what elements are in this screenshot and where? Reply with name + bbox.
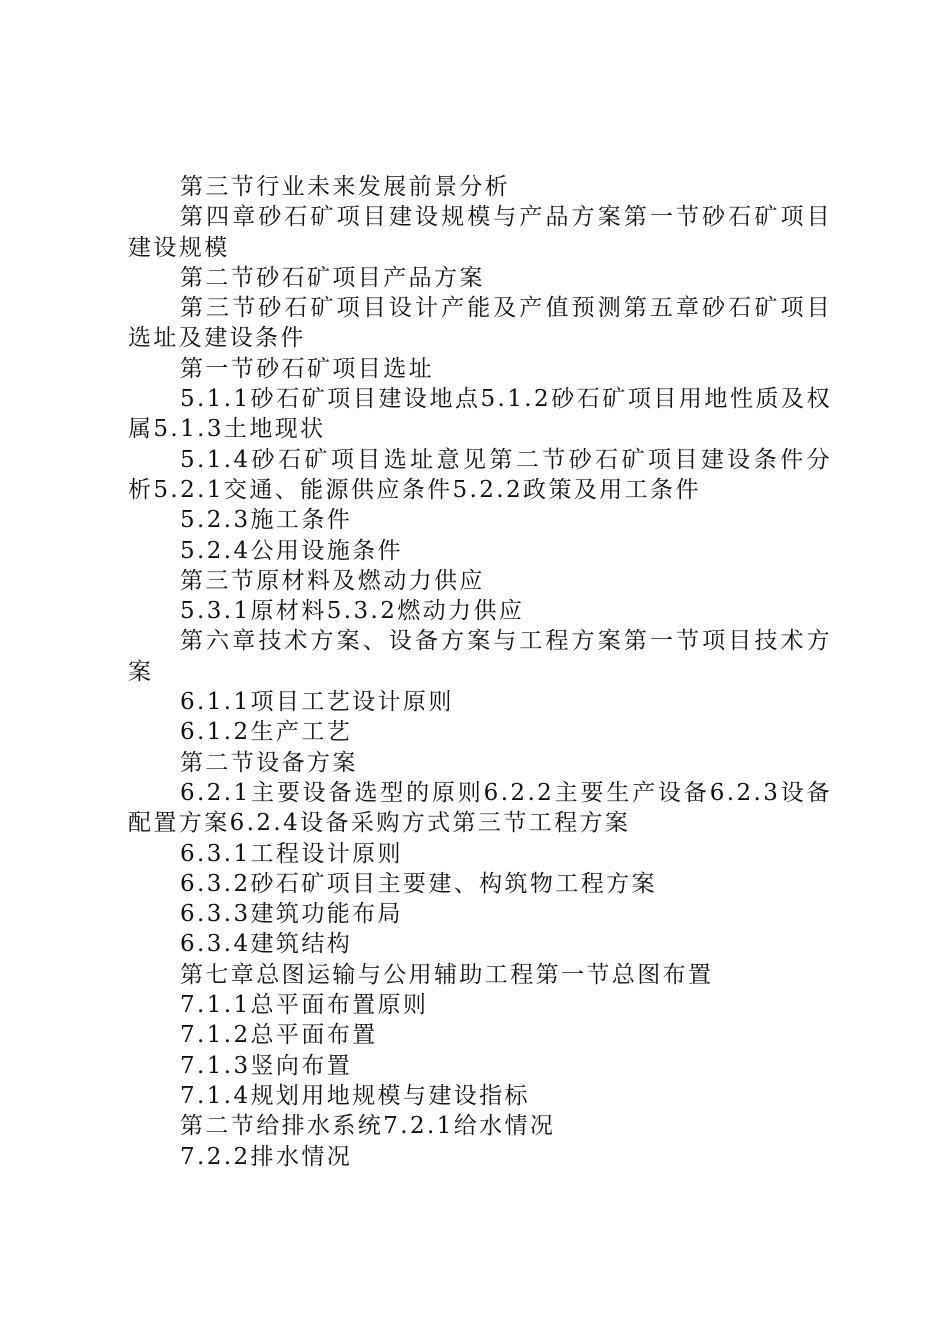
toc-paragraph: 第三节原材料及燃动力供应 xyxy=(180,567,485,594)
toc-paragraph: 7.2.2排水情况 xyxy=(180,1143,353,1170)
toc-paragraph: 第三节砂石矿项目设计产能及产值预测第五章砂石矿项目选址及建设条件 xyxy=(128,295,832,352)
toc-paragraph: 第二节砂石矿项目产品方案 xyxy=(180,264,485,291)
toc-paragraph: 6.3.4建筑结构 xyxy=(180,931,353,958)
toc-paragraph: 第二节给排水系统7.2.1给水情况 xyxy=(180,1113,556,1140)
toc-paragraph: 6.1.1项目工艺设计原则 xyxy=(180,689,454,716)
toc-paragraph: 6.3.1工程设计原则 xyxy=(180,840,403,867)
toc-paragraph: 第六章技术方案、设备方案与工程方案第一节项目技术方案 xyxy=(128,628,832,685)
toc-paragraph: 第二节设备方案 xyxy=(180,749,358,776)
toc-paragraph: 第四章砂石矿项目建设规模与产品方案第一节砂石矿项目建设规模 xyxy=(128,204,832,261)
toc-paragraph: 7.1.2总平面布置 xyxy=(180,1022,378,1049)
toc-paragraph: 7.1.4规划用地规模与建设指标 xyxy=(180,1082,530,1109)
toc-paragraph: 6.3.2砂石矿项目主要建、构筑物工程方案 xyxy=(180,870,657,897)
toc-paragraph: 7.1.3竖向布置 xyxy=(180,1052,353,1079)
document-body xyxy=(128,172,832,1172)
toc-paragraph: 5.1.4砂石矿项目选址意见第二节砂石矿项目建设条件分析5.2.1交通、能源供应条件5.2.2政策及用工条件 xyxy=(128,446,832,503)
toc-paragraph: 6.2.1主要设备选型的原则6.2.2主要生产设备6.2.3设备配置方案6.2.4设备采购方式第三节工程方案 xyxy=(128,779,832,837)
toc-paragraph: 第七章总图运输与公用辅助工程第一节总图布置 xyxy=(180,961,714,988)
toc-paragraph: 5.1.1砂石矿项目建设地点5.1.2砂石矿项目用地性质及权属5.1.3土地现状 xyxy=(128,386,832,443)
toc-paragraph: 5.2.3施工条件 xyxy=(180,507,353,534)
toc-paragraph: 5.3.1原材料5.3.2燃动力供应 xyxy=(180,598,525,625)
toc-paragraph: 第一节砂石矿项目选址 xyxy=(180,355,434,382)
toc-paragraph: 6.1.2生产工艺 xyxy=(180,719,353,746)
toc-paragraph: 第三节行业未来发展前景分析 xyxy=(180,174,511,200)
toc-paragraph: 5.2.4公用设施条件 xyxy=(180,537,403,564)
toc-paragraph: 6.3.3建筑功能布局 xyxy=(180,901,403,928)
toc-paragraph: 7.1.1总平面布置原则 xyxy=(180,992,429,1019)
